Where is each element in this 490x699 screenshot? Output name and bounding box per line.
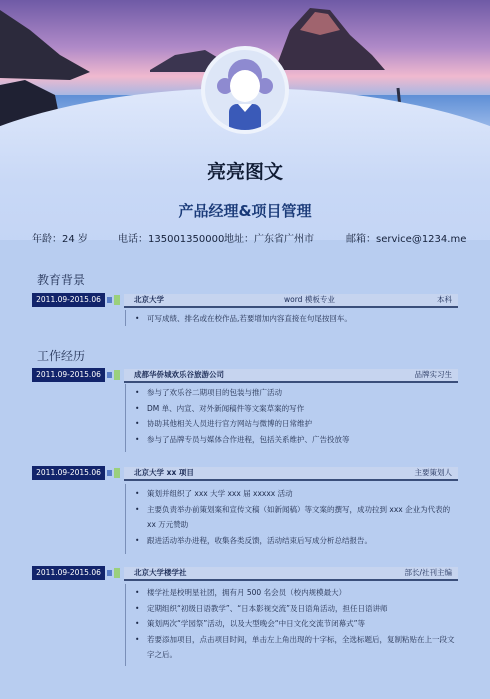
list-item: • 可写成绩、排名或在校作品,若要增加内容直接在句尾按回车。 [135,311,460,327]
entry-date: 2011.09-2015.06 [32,466,105,480]
entry-role: 主要策划人 [414,468,452,477]
entry-marker-accent [114,295,120,305]
entry-role: 部长/社刊主编 [404,568,452,577]
list-item: • DM 单、内宣、对外新闻稿件等文案草案的写作 [135,401,460,417]
info-email: 邮箱：service@1234.me [346,234,467,245]
education-bullets [135,311,460,327]
info-age: 年龄：24 岁 [32,234,88,245]
candidate-name: 亮亮图文 [206,161,283,183]
avatar [201,46,289,134]
entry-marker [107,297,112,303]
education-entry-header [32,293,458,309]
work-bullets [135,486,460,548]
entry-date: 2011.09-2015.06 [32,566,105,580]
work-bullets [135,585,460,663]
entry-org: 北京大学 [134,295,164,304]
entry-role: 品牌实习生 [414,370,452,379]
list-item: • 参与了欢乐谷二期项目的包装与推广活动 [135,385,460,401]
list-item: • 跟进活动举办进程，收集各类反馈，活动结束后写成分析总结报告。 [135,533,460,549]
list-item: • 主要负责举办前策划案和宣传文稿（如新闻稿）等文案的撰写，成功拉到 xxx 企业为代表的 xx 万元赞助 [135,502,460,533]
info-address: 地址：广东省广州市 [224,234,314,245]
timeline-line [125,484,126,554]
work-entry-header [32,368,458,384]
entry-bar [124,467,458,481]
entry-org: 北京大学楼学社 [134,568,187,577]
entry-major: word 模板专业 [284,295,335,304]
entry-marker [107,570,112,576]
work-title: 工作经历 [37,349,86,363]
list-item: • 楼学社是校明星社团，拥有月 500 名会员（校内规模最大） [135,585,460,601]
list-item: • 若要添加项目，点击项目时间，单击左上角出现的十字标，全选标题后，复制粘贴在上一段文字之后。 [135,632,460,663]
entry-degree: 本科 [437,295,452,304]
education-title: 教育背景 [37,273,86,287]
entry-date: 2011.09-2015.06 [32,293,105,307]
entry-date: 2011.09-2015.06 [32,368,105,382]
avatar-person-icon [205,50,285,130]
entry-org: 成都华侨城欢乐谷旅游公司 [134,370,224,379]
entry-bar [124,369,458,383]
work-entry-header [32,466,458,482]
entry-bar [124,294,458,308]
list-item: • 参与了品牌专员与媒体合作进程，包括关系维护、广告投放等 [135,432,460,448]
job-title: 产品经理&项目管理 [178,202,312,220]
work-bullets [135,385,460,447]
list-item: • 协助其他相关人员进行官方网站与微博的日常维护 [135,416,460,432]
entry-org: 北京大学 xx 项目 [134,468,194,477]
entry-marker-accent [114,370,120,380]
list-item: • 策划并组织了 xxx 大学 xxx 届 xxxxx 活动 [135,486,460,502]
entry-marker-accent [114,568,120,578]
list-item: • 策划两次“学园祭”活动，以及大型晚会“中日文化交流节闭幕式”等 [135,616,460,632]
entry-marker [107,470,112,476]
list-item: • 定期组织“初级日语教学”、“日本影视交流”及日语角活动，担任日语讲师 [135,601,460,617]
info-phone: 电话：135001350000 [118,234,225,245]
timeline-line [125,584,126,666]
entry-marker [107,372,112,378]
entry-marker-accent [114,468,120,478]
timeline-line [125,384,126,452]
entry-bar [124,567,458,581]
timeline-line [125,310,126,326]
work-entry-header [32,566,458,582]
